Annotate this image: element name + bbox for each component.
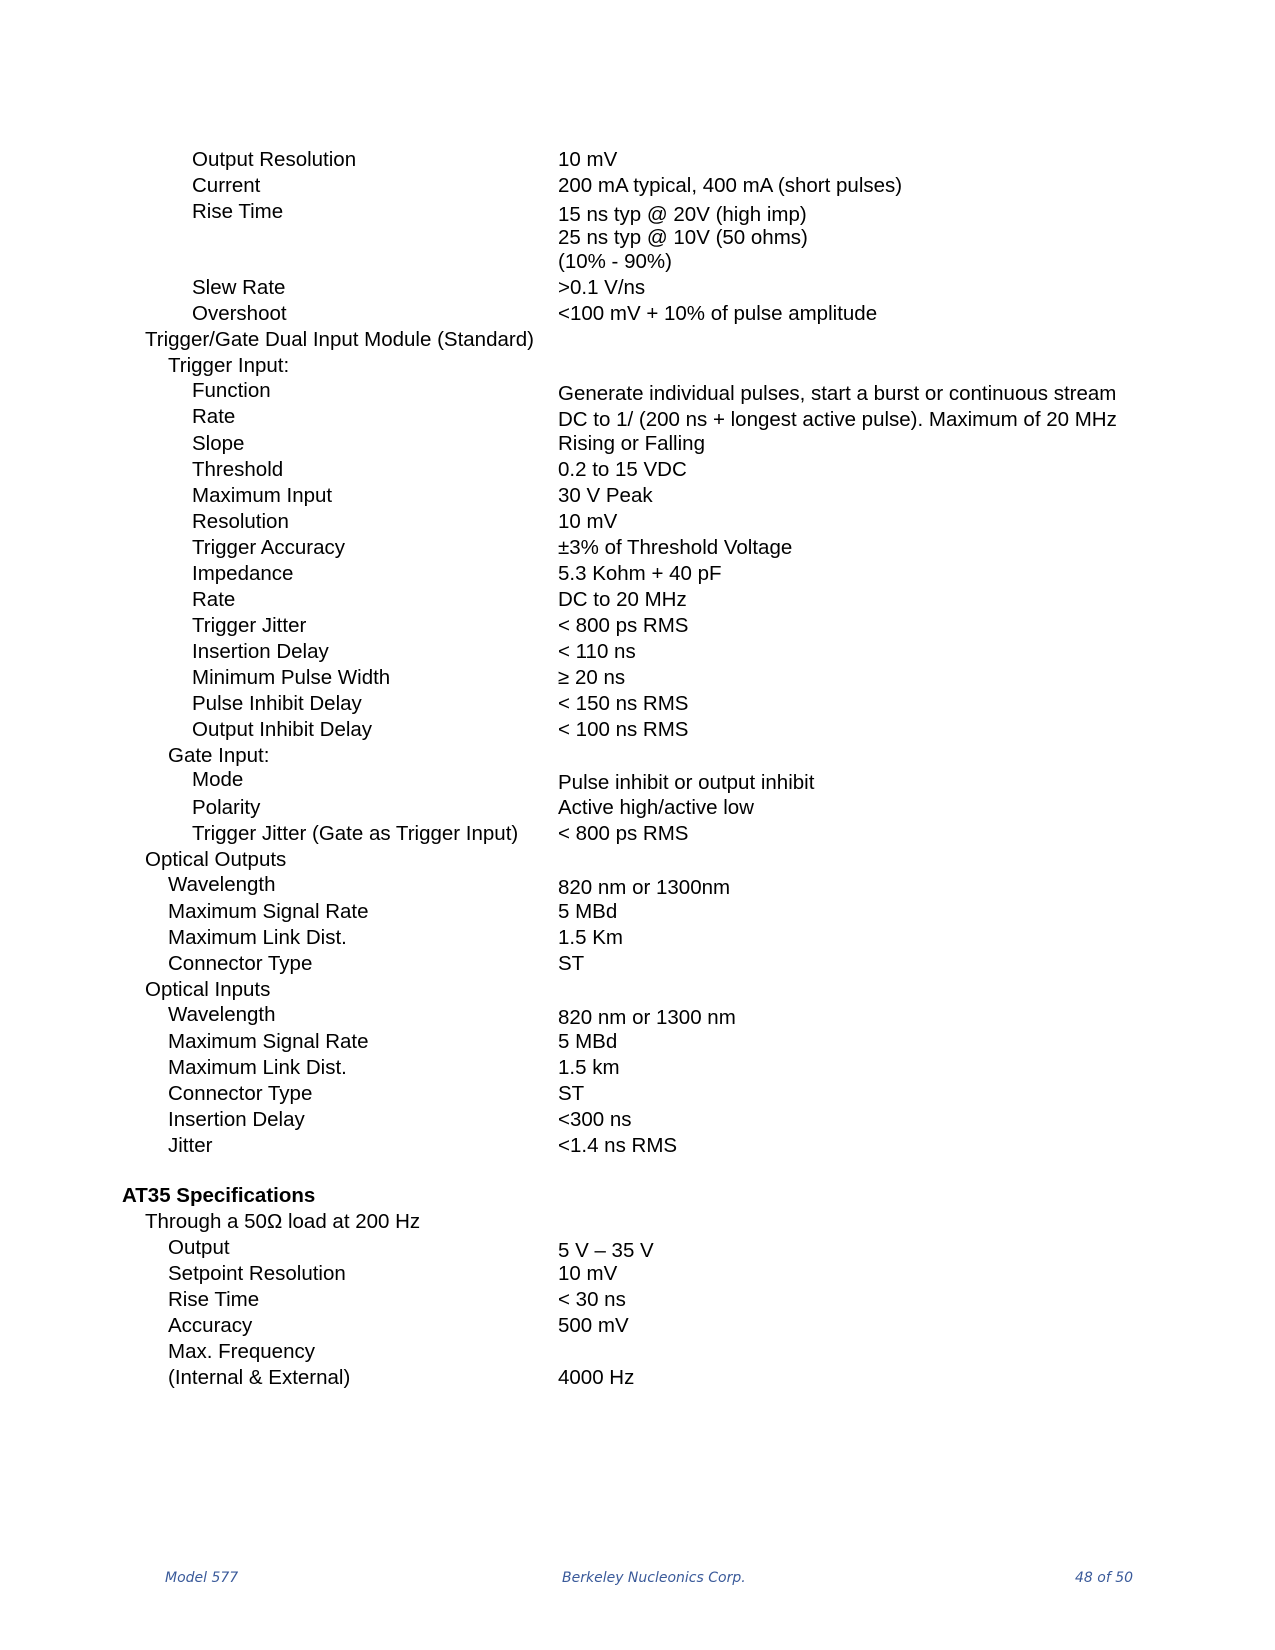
spec-value: 1.5 km — [558, 1056, 620, 1079]
footer-page-number: 48 of 50 — [1075, 1570, 1134, 1586]
spec-value: < 800 ps RMS — [558, 822, 689, 845]
spec-value: 820 nm or 1300nm — [558, 876, 731, 899]
spec-value: 200 mA typical, 400 mA (short pulses) — [558, 174, 903, 197]
spec-value: Generate individual pulses, start a burst or continuous stream — [558, 382, 1117, 405]
spec-value: ST — [558, 952, 585, 975]
spec-label: Connector Type — [168, 952, 313, 975]
spec-value: 4000 Hz — [558, 1366, 635, 1389]
spec-label: Slew Rate — [192, 276, 286, 299]
spec-value: 25 ns typ @ 10V (50 ohms) — [558, 226, 808, 249]
spec-value: < 30 ns — [558, 1288, 626, 1311]
spec-value: Rising or Falling — [558, 432, 705, 455]
spec-label: (Internal & External) — [168, 1366, 351, 1389]
spec-value: 5 MBd — [558, 1030, 618, 1053]
spec-value: 500 mV — [558, 1314, 629, 1337]
spec-label: Impedance — [192, 562, 294, 585]
spec-label: Output Resolution — [192, 148, 357, 171]
spec-label: Trigger Jitter — [192, 614, 307, 637]
spec-label: Insertion Delay — [192, 640, 329, 663]
spec-value: 30 V Peak — [558, 484, 653, 507]
spec-value: <300 ns — [558, 1108, 632, 1131]
spec-label: Connector Type — [168, 1082, 313, 1105]
spec-label: Gate Input: — [168, 744, 270, 767]
spec-value: DC to 20 MHz — [558, 588, 687, 611]
spec-label: Wavelength — [168, 1003, 276, 1026]
spec-value: >0.1 V/ns — [558, 276, 646, 299]
spec-value: < 150 ns RMS — [558, 692, 689, 715]
spec-value: 820 nm or 1300 nm — [558, 1006, 736, 1029]
spec-value: < 100 ns RMS — [558, 718, 689, 741]
spec-value: 5 V – 35 V — [558, 1239, 654, 1262]
spec-value: 15 ns typ @ 20V (high imp) — [558, 203, 807, 226]
spec-label: Optical Inputs — [145, 978, 271, 1001]
spec-label: Insertion Delay — [168, 1108, 305, 1131]
spec-label: Pulse Inhibit Delay — [192, 692, 362, 715]
spec-value: 5 MBd — [558, 900, 618, 923]
spec-value: 10 mV — [558, 148, 618, 171]
spec-value: Pulse inhibit or output inhibit — [558, 771, 815, 794]
spec-label: Maximum Signal Rate — [168, 1030, 369, 1053]
spec-label: Max. Frequency — [168, 1340, 315, 1363]
spec-label: Maximum Input — [192, 484, 333, 507]
spec-value: 10 mV — [558, 510, 618, 533]
spec-value: < 110 ns — [558, 640, 636, 663]
spec-value: ≥ 20 ns — [558, 666, 626, 689]
spec-value: 10 mV — [558, 1262, 618, 1285]
spec-label: Slope — [192, 432, 245, 455]
spec-label: Jitter — [168, 1134, 213, 1157]
footer-model: Model 577 — [165, 1570, 239, 1586]
spec-value: < 800 ps RMS — [558, 614, 689, 637]
spec-label: AT35 Specifications — [122, 1184, 316, 1207]
spec-label: Through a 50Ω load at 200 Hz — [145, 1210, 421, 1233]
spec-label: Setpoint Resolution — [168, 1262, 346, 1285]
spec-label: Polarity — [192, 796, 261, 819]
spec-label: Threshold — [192, 458, 284, 481]
spec-label: Resolution — [192, 510, 289, 533]
spec-label: Function — [192, 379, 271, 402]
spec-value: 1.5 Km — [558, 926, 623, 949]
spec-label: Trigger/Gate Dual Input Module (Standard) — [145, 328, 534, 351]
footer-company: Berkeley Nucleonics Corp. — [562, 1570, 746, 1586]
spec-label: Rise Time — [192, 200, 284, 223]
spec-label: Output Inhibit Delay — [192, 718, 373, 741]
spec-label: Maximum Link Dist. — [168, 1056, 347, 1079]
spec-label: Overshoot — [192, 302, 287, 325]
spec-value: ±3% of Threshold Voltage — [558, 536, 793, 559]
spec-label: Maximum Link Dist. — [168, 926, 347, 949]
spec-label: Rate — [192, 588, 236, 611]
spec-label: Maximum Signal Rate — [168, 900, 369, 923]
spec-value: Active high/active low — [558, 796, 754, 819]
spec-label: Rise Time — [168, 1288, 260, 1311]
spec-label: Mode — [192, 768, 244, 791]
spec-label: Optical Outputs — [145, 848, 287, 871]
spec-value: 0.2 to 15 VDC — [558, 458, 687, 481]
spec-label: Current — [192, 174, 261, 197]
spec-value: DC to 1/ (200 ns + longest active pulse). Maximum of 20 MHz — [558, 408, 1117, 431]
spec-label: Trigger Accuracy — [192, 536, 346, 559]
spec-value: <1.4 ns RMS — [558, 1134, 678, 1157]
spec-label: Accuracy — [168, 1314, 253, 1337]
spec-label: Trigger Jitter (Gate as Trigger Input) — [192, 822, 519, 845]
spec-value: (10% - 90%) — [558, 250, 672, 273]
spec-label: Minimum Pulse Width — [192, 666, 391, 689]
spec-value: 5.3 Kohm + 40 pF — [558, 562, 722, 585]
spec-label: Trigger Input: — [168, 354, 290, 377]
spec-value: ST — [558, 1082, 585, 1105]
spec-label: Output — [168, 1236, 230, 1259]
spec-label: Wavelength — [168, 873, 276, 896]
spec-value: <100 mV + 10% of pulse amplitude — [558, 302, 878, 325]
spec-label: Rate — [192, 405, 236, 428]
